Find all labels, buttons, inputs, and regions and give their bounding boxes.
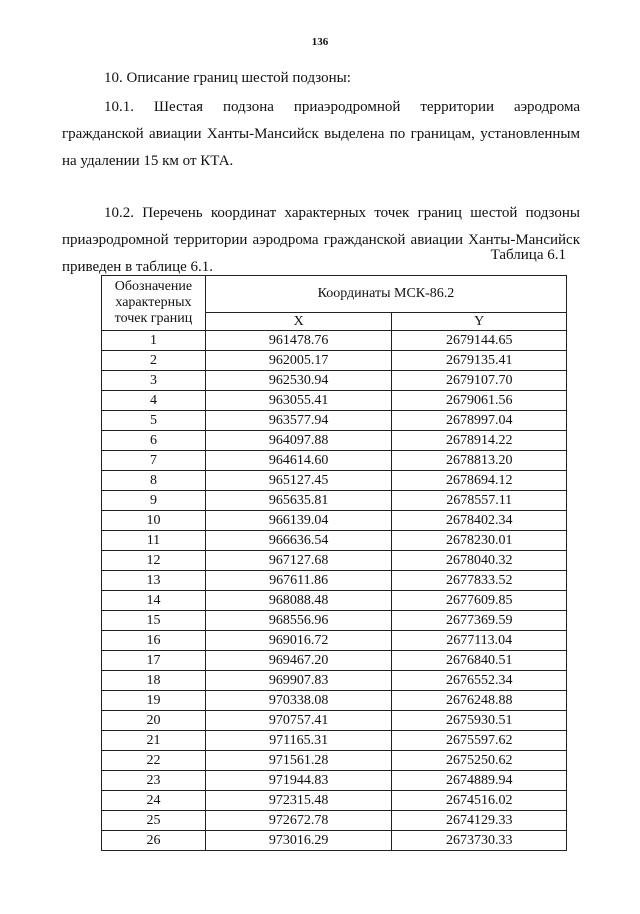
table-row bbox=[102, 771, 567, 791]
table-row bbox=[102, 751, 567, 771]
y-value: 2674516.02 bbox=[392, 791, 567, 811]
y-value: 2679107.70 bbox=[392, 371, 567, 391]
point-number: 11 bbox=[102, 531, 206, 551]
x-value: 962005.17 bbox=[205, 351, 392, 371]
point-number: 23 bbox=[102, 771, 206, 791]
x-value: 970757.41 bbox=[205, 711, 392, 731]
table-row bbox=[102, 431, 567, 451]
point-number: 20 bbox=[102, 711, 206, 731]
y-value: 2677369.59 bbox=[392, 611, 567, 631]
x-value: 963577.94 bbox=[205, 411, 392, 431]
table-row bbox=[102, 331, 567, 351]
point-number: 2 bbox=[102, 351, 206, 371]
table-caption: Таблица 6.1 bbox=[490, 247, 566, 263]
point-number: 3 bbox=[102, 371, 206, 391]
table-row bbox=[102, 511, 567, 531]
x-value: 969016.72 bbox=[205, 631, 392, 651]
x-value: 971944.83 bbox=[205, 771, 392, 791]
point-number: 21 bbox=[102, 731, 206, 751]
paragraph-10-2: 10.2. Перечень координат характерных точек границ шестой подзоны приаэродромной территории аэродрома гражданской авиации Ханты-Мансийск приведен в таблице 6.1. bbox=[62, 205, 580, 275]
y-value: 2676552.34 bbox=[392, 671, 567, 691]
table-row bbox=[102, 691, 567, 711]
table-row bbox=[102, 371, 567, 391]
y-value: 2675930.51 bbox=[392, 711, 567, 731]
table-row bbox=[102, 471, 567, 491]
table-row bbox=[102, 591, 567, 611]
y-value: 2678694.12 bbox=[392, 471, 567, 491]
point-number: 24 bbox=[102, 791, 206, 811]
x-value: 973016.29 bbox=[205, 831, 392, 851]
point-designation-header: Обозначение характерных точек границ bbox=[102, 276, 206, 331]
y-value: 2675597.62 bbox=[392, 731, 567, 751]
point-number: 8 bbox=[102, 471, 206, 491]
x-value: 970338.08 bbox=[205, 691, 392, 711]
table-row bbox=[102, 391, 567, 411]
x-value: 971165.31 bbox=[205, 731, 392, 751]
y-value: 2674889.94 bbox=[392, 771, 567, 791]
x-value: 968556.96 bbox=[205, 611, 392, 631]
y-value: 2674129.33 bbox=[392, 811, 567, 831]
y-value: 2678997.04 bbox=[392, 411, 567, 431]
point-number: 4 bbox=[102, 391, 206, 411]
paragraph-10-1: 10.1. Шестая подзона приаэродромной территории аэродрома гражданской авиации Ханты-Мансийск выделена по границам, установленным на удалении 15 км от КТА. bbox=[62, 99, 580, 169]
page-number: 136 bbox=[311, 36, 329, 48]
point-number: 15 bbox=[102, 611, 206, 631]
x-value: 964097.88 bbox=[205, 431, 392, 451]
y-value: 2676248.88 bbox=[392, 691, 567, 711]
y-value: 2679061.56 bbox=[392, 391, 567, 411]
table-row bbox=[102, 611, 567, 631]
table-row bbox=[102, 551, 567, 571]
point-number: 5 bbox=[102, 411, 206, 431]
table-row bbox=[102, 651, 567, 671]
table-row bbox=[102, 731, 567, 751]
y-value: 2678914.22 bbox=[392, 431, 567, 451]
x-value: 966139.04 bbox=[205, 511, 392, 531]
table-row bbox=[102, 711, 567, 731]
x-value: 965127.45 bbox=[205, 471, 392, 491]
x-value: 963055.41 bbox=[205, 391, 392, 411]
table-row bbox=[102, 351, 567, 371]
y-value: 2678402.34 bbox=[392, 511, 567, 531]
table-row bbox=[102, 491, 567, 511]
point-number: 9 bbox=[102, 491, 206, 511]
section-heading: 10. Описание границ шестой подзоны: bbox=[104, 70, 351, 86]
x-value: 972672.78 bbox=[205, 811, 392, 831]
table-row bbox=[102, 791, 567, 811]
x-value: 961478.76 bbox=[205, 331, 392, 351]
y-value: 2678230.01 bbox=[392, 531, 567, 551]
x-value: 969907.83 bbox=[205, 671, 392, 691]
y-value: 2677113.04 bbox=[392, 631, 567, 651]
table-row bbox=[102, 811, 567, 831]
x-value: 967127.68 bbox=[205, 551, 392, 571]
point-number: 7 bbox=[102, 451, 206, 471]
point-number: 1 bbox=[102, 331, 206, 351]
y-value: 2678813.20 bbox=[392, 451, 567, 471]
point-number: 16 bbox=[102, 631, 206, 651]
table-row bbox=[102, 531, 567, 551]
x-value: 964614.60 bbox=[205, 451, 392, 471]
y-value: 2676840.51 bbox=[392, 651, 567, 671]
coordinates-table bbox=[101, 275, 567, 851]
x-value: 967611.86 bbox=[205, 571, 392, 591]
y-value: 2679135.41 bbox=[392, 351, 567, 371]
x-value: 966636.54 bbox=[205, 531, 392, 551]
table-row bbox=[102, 831, 567, 851]
y-value: 2673730.33 bbox=[392, 831, 567, 851]
point-number: 18 bbox=[102, 671, 206, 691]
x-value: 972315.48 bbox=[205, 791, 392, 811]
x-value: 968088.48 bbox=[205, 591, 392, 611]
table-row bbox=[102, 411, 567, 431]
x-value: 962530.94 bbox=[205, 371, 392, 391]
x-value: 965635.81 bbox=[205, 491, 392, 511]
x-value: 971561.28 bbox=[205, 751, 392, 771]
y-column-header: Y bbox=[392, 313, 567, 331]
x-value: 969467.20 bbox=[205, 651, 392, 671]
table-row bbox=[102, 451, 567, 471]
point-number: 10 bbox=[102, 511, 206, 531]
y-value: 2677609.85 bbox=[392, 591, 567, 611]
y-value: 2679144.65 bbox=[392, 331, 567, 351]
point-number: 22 bbox=[102, 751, 206, 771]
point-number: 25 bbox=[102, 811, 206, 831]
y-value: 2677833.52 bbox=[392, 571, 567, 591]
x-column-header: X bbox=[205, 313, 392, 331]
coordinates-table-body bbox=[102, 331, 567, 851]
point-number: 13 bbox=[102, 571, 206, 591]
table-row bbox=[102, 571, 567, 591]
point-number: 19 bbox=[102, 691, 206, 711]
y-value: 2678040.32 bbox=[392, 551, 567, 571]
point-number: 17 bbox=[102, 651, 206, 671]
y-value: 2675250.62 bbox=[392, 751, 567, 771]
point-number: 6 bbox=[102, 431, 206, 451]
point-number: 26 bbox=[102, 831, 206, 851]
y-value: 2678557.11 bbox=[392, 491, 567, 511]
point-number: 12 bbox=[102, 551, 206, 571]
table-row bbox=[102, 631, 567, 651]
coordinates-group-header: Координаты МСК-86.2 bbox=[205, 276, 566, 313]
point-number: 14 bbox=[102, 591, 206, 611]
table-row bbox=[102, 671, 567, 691]
